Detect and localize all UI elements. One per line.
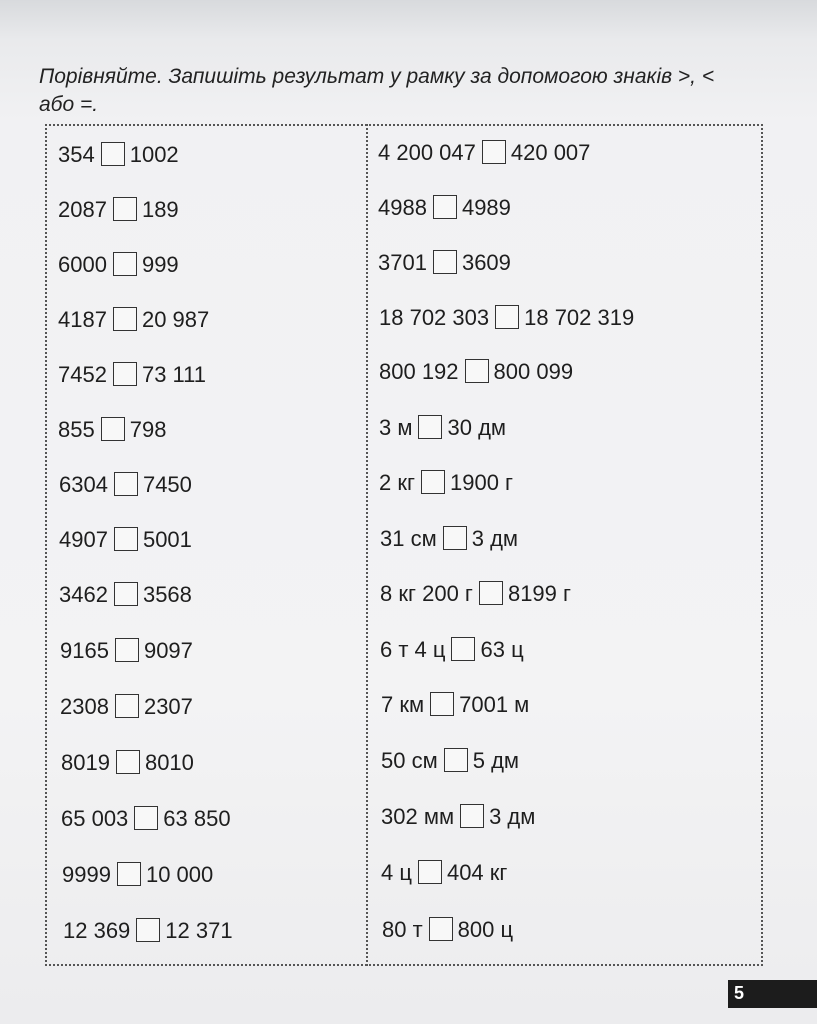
left-operand: 8 кг 200 г — [380, 581, 473, 606]
comparison-row — [381, 746, 519, 776]
left-operand: 4988 — [378, 195, 427, 220]
left-operand: 65 003 — [61, 806, 129, 831]
comparison-row — [380, 524, 518, 554]
comparison-row — [381, 858, 507, 888]
comparison-row — [59, 580, 192, 610]
left-operand: 6304 — [59, 472, 108, 497]
right-operand: 30 дм — [447, 415, 507, 440]
right-operand: 73 111 — [141, 362, 206, 387]
comparison-row — [58, 140, 179, 170]
answer-box[interactable] — [113, 362, 137, 386]
left-operand: 9165 — [60, 638, 109, 663]
right-operand: 8010 — [144, 750, 194, 775]
left-operand: 31 см — [380, 526, 437, 551]
comparison-row — [378, 248, 511, 278]
left-operand: 800 192 — [379, 359, 459, 384]
right-operand: 7001 м — [459, 692, 530, 717]
answer-box[interactable] — [113, 197, 137, 221]
right-operand: 1900 г — [450, 470, 514, 495]
answer-box[interactable] — [495, 305, 519, 329]
answer-box[interactable] — [136, 918, 160, 942]
right-operand: 4989 — [461, 195, 511, 220]
answer-box[interactable] — [479, 581, 503, 605]
left-operand: 6000 — [58, 252, 107, 277]
answer-box[interactable] — [134, 806, 158, 830]
right-operand: 63 850 — [163, 806, 231, 831]
right-operand: 798 — [129, 417, 167, 442]
answer-box[interactable] — [429, 917, 453, 941]
comparison-row — [59, 525, 192, 555]
comparison-row — [380, 579, 571, 609]
left-operand: 2308 — [60, 694, 109, 719]
page-number-tab — [728, 980, 817, 1008]
comparison-row — [58, 360, 206, 390]
comparison-row — [378, 193, 511, 223]
page-number: 5 — [734, 983, 745, 1003]
answer-box[interactable] — [114, 472, 138, 496]
right-operand: 12 371 — [165, 918, 233, 943]
left-operand: 12 369 — [63, 918, 131, 943]
right-operand: 404 кг — [446, 860, 508, 885]
left-operand: 50 см — [381, 748, 438, 773]
instruction-text: Порівняйте. Запишіть результат у рамку за допомогою знаків >, < або =. — [39, 65, 715, 116]
comparison-row — [58, 415, 166, 445]
right-operand: 63 ц — [480, 637, 524, 662]
right-operand: 800 ц — [457, 917, 514, 942]
answer-box[interactable] — [465, 359, 489, 383]
left-operand: 4 200 047 — [378, 140, 476, 165]
comparison-row — [61, 804, 231, 834]
answer-box[interactable] — [418, 415, 442, 439]
comparison-row — [58, 195, 179, 225]
right-operand: 3 дм — [489, 804, 536, 829]
right-operand: 3609 — [461, 250, 511, 275]
right-operand: 999 — [141, 252, 179, 277]
answer-box[interactable] — [433, 250, 457, 274]
left-operand: 3462 — [59, 582, 108, 607]
right-operand: 800 099 — [493, 359, 574, 384]
answer-box[interactable] — [115, 694, 139, 718]
right-operand: 420 007 — [510, 140, 591, 165]
right-operand: 5 дм — [472, 748, 520, 773]
comparison-row — [59, 470, 192, 500]
answer-box[interactable] — [101, 142, 125, 166]
right-operand: 7450 — [142, 472, 192, 497]
comparison-row — [382, 915, 513, 945]
left-operand: 2 кг — [379, 470, 415, 495]
right-operand: 3 дм — [471, 526, 519, 551]
left-operand: 18 702 303 — [379, 305, 490, 330]
answer-box[interactable] — [114, 527, 138, 551]
left-operand: 7 км — [381, 692, 425, 717]
comparison-row — [379, 468, 513, 498]
answer-box[interactable] — [451, 637, 475, 661]
answer-box[interactable] — [444, 748, 468, 772]
right-operand: 10 000 — [145, 862, 214, 887]
comparison-row — [379, 303, 634, 333]
answer-box[interactable] — [116, 750, 140, 774]
right-operand: 5001 — [142, 527, 192, 552]
answer-box[interactable] — [482, 140, 506, 164]
comparison-row — [63, 916, 233, 946]
comparison-row — [62, 860, 213, 890]
comparison-row — [58, 250, 179, 280]
left-operand: 3 м — [379, 415, 413, 440]
left-operand: 80 т — [382, 917, 423, 942]
answer-box[interactable] — [113, 307, 137, 331]
left-operand: 855 — [58, 417, 95, 442]
answer-box[interactable] — [421, 470, 445, 494]
column-divider — [366, 124, 368, 966]
right-operand: 2307 — [143, 694, 193, 719]
right-operand: 8199 г — [507, 581, 572, 606]
answer-box[interactable] — [460, 804, 484, 828]
left-operand: 8019 — [61, 750, 110, 775]
right-operand: 189 — [141, 197, 179, 222]
comparison-row — [381, 690, 529, 720]
answer-box[interactable] — [117, 862, 141, 886]
right-operand: 1002 — [129, 142, 179, 167]
answer-box[interactable] — [433, 195, 457, 219]
left-operand: 7452 — [58, 362, 107, 387]
left-operand: 4907 — [59, 527, 108, 552]
comparison-row — [379, 357, 573, 387]
left-operand: 4 ц — [381, 860, 412, 885]
comparison-row — [379, 413, 506, 443]
left-operand: 6 т 4 ц — [380, 637, 446, 662]
right-operand: 9097 — [143, 638, 193, 663]
answer-box[interactable] — [115, 638, 139, 662]
comparison-row — [378, 138, 590, 168]
left-operand: 302 мм — [381, 804, 455, 829]
comparison-row — [60, 636, 193, 666]
left-operand: 4187 — [58, 307, 107, 332]
left-operand: 2087 — [58, 197, 107, 222]
right-operand: 18 702 319 — [524, 305, 635, 330]
left-operand: 354 — [58, 142, 95, 167]
comparison-row — [61, 748, 194, 778]
answer-box[interactable] — [443, 526, 467, 550]
answer-box[interactable] — [114, 582, 138, 606]
answer-box[interactable] — [418, 860, 442, 884]
answer-box[interactable] — [101, 417, 125, 441]
answer-box[interactable] — [430, 692, 454, 716]
left-operand: 3701 — [378, 250, 427, 275]
right-operand: 3568 — [142, 582, 192, 607]
comparison-row — [381, 802, 535, 832]
left-operand: 9999 — [62, 862, 111, 887]
comparison-row — [60, 692, 193, 722]
right-operand: 20 987 — [141, 307, 210, 332]
answer-box[interactable] — [113, 252, 137, 276]
comparison-row — [380, 635, 524, 665]
comparison-row — [58, 305, 209, 335]
